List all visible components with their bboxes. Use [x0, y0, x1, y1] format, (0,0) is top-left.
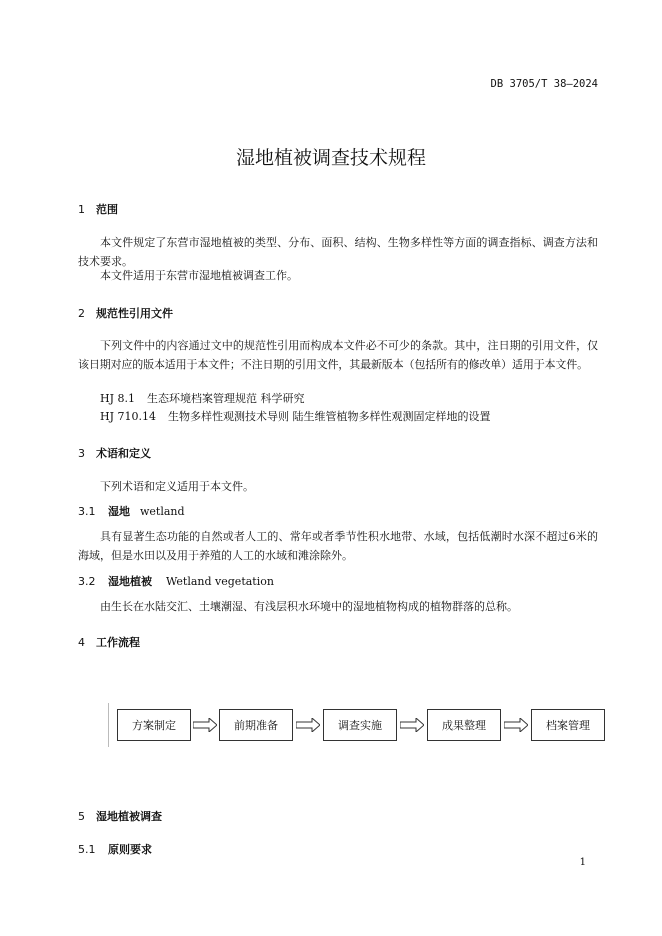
section-title: 工作流程 — [96, 636, 140, 649]
section-number: 1 — [78, 203, 85, 216]
page-number: 1 — [579, 857, 586, 868]
workflow-step-prepare: 前期准备 — [219, 709, 293, 741]
subsection-5-1-heading — [78, 841, 152, 857]
subsection-title: 原则要求 — [108, 843, 152, 856]
references-paragraph: 下列文件中的内容通过文中的规范性引用而构成本文件必不可少的条款。其中，注日期的引用文件，仅该日期对应的版本适用于本文件；不注日期的引用文件，其最新版本（包括所有的修改单）适用于本文件。 — [78, 339, 598, 371]
section-1-heading — [78, 201, 118, 217]
scope-applicability: 本文件适用于东营市湿地植被调查工作。 — [100, 269, 298, 282]
section-3-heading — [78, 445, 151, 461]
term-english: Wetland vegetation — [166, 575, 274, 588]
arrow-right-icon — [193, 718, 217, 732]
scope-paragraph: 本文件规定了东营市湿地植被的类型、分布、面积、结构、生物多样性等方面的调查指标、调查方法和技术要求。 — [78, 236, 598, 268]
arrow-right-icon — [296, 718, 320, 732]
term-3-1-definition: 具有显著生态功能的自然或者人工的、常年或者季节性积水地带、水域，包括低潮时水深不超过6米的海域，但是水田以及用于养殖的人工的水域和滩涂除外。 — [78, 530, 598, 562]
reference-code: HJ 8.1 — [100, 392, 135, 405]
workflow-step-plan: 方案制定 — [117, 709, 191, 741]
section-2-heading — [78, 305, 173, 321]
term-name: 湿地植被 — [108, 575, 152, 588]
term-3-1-heading — [78, 503, 185, 519]
page-title: 湿地植被调查技术规程 — [235, 147, 426, 169]
section-title: 湿地植被调查 — [96, 810, 162, 823]
workflow-step-survey: 调查实施 — [323, 709, 397, 741]
section-4-heading — [78, 634, 140, 650]
reference-item — [100, 408, 491, 424]
section-number: 5 — [78, 810, 85, 823]
section-5-heading — [78, 808, 162, 824]
subsection-number: 5.1 — [78, 843, 96, 856]
term-name: 湿地 — [108, 505, 130, 518]
section-title: 术语和定义 — [96, 447, 151, 460]
section-title: 范围 — [96, 203, 118, 216]
arrow-right-icon — [504, 718, 528, 732]
term-3-2-heading — [78, 573, 274, 589]
term-number: 3.2 — [78, 575, 96, 588]
workflow-step-results: 成果整理 — [427, 709, 501, 741]
term-number: 3.1 — [78, 505, 96, 518]
section-number: 3 — [78, 447, 85, 460]
section-number: 4 — [78, 636, 85, 649]
arrow-right-icon — [400, 718, 424, 732]
workflow-diagram — [108, 703, 607, 747]
terms-intro: 下列术语和定义适用于本文件。 — [100, 480, 254, 493]
reference-item — [100, 390, 305, 406]
term-english: wetland — [140, 505, 185, 518]
term-3-2-definition: 由生长在水陆交汇、土壤潮湿、有浅层积水环境中的湿地植物构成的植物群落的总称。 — [100, 600, 518, 613]
section-title: 规范性引用文件 — [96, 307, 173, 320]
section-number: 2 — [78, 307, 85, 320]
reference-title: 生物多样性观测技术导则 陆生维管植物多样性观测固定样地的设置 — [168, 410, 491, 423]
reference-title: 生态环境档案管理规范 科学研究 — [147, 392, 305, 405]
document-number: DB 3705/T 38—2024 — [490, 78, 598, 90]
reference-code: HJ 710.14 — [100, 410, 156, 423]
workflow-step-archive: 档案管理 — [531, 709, 605, 741]
